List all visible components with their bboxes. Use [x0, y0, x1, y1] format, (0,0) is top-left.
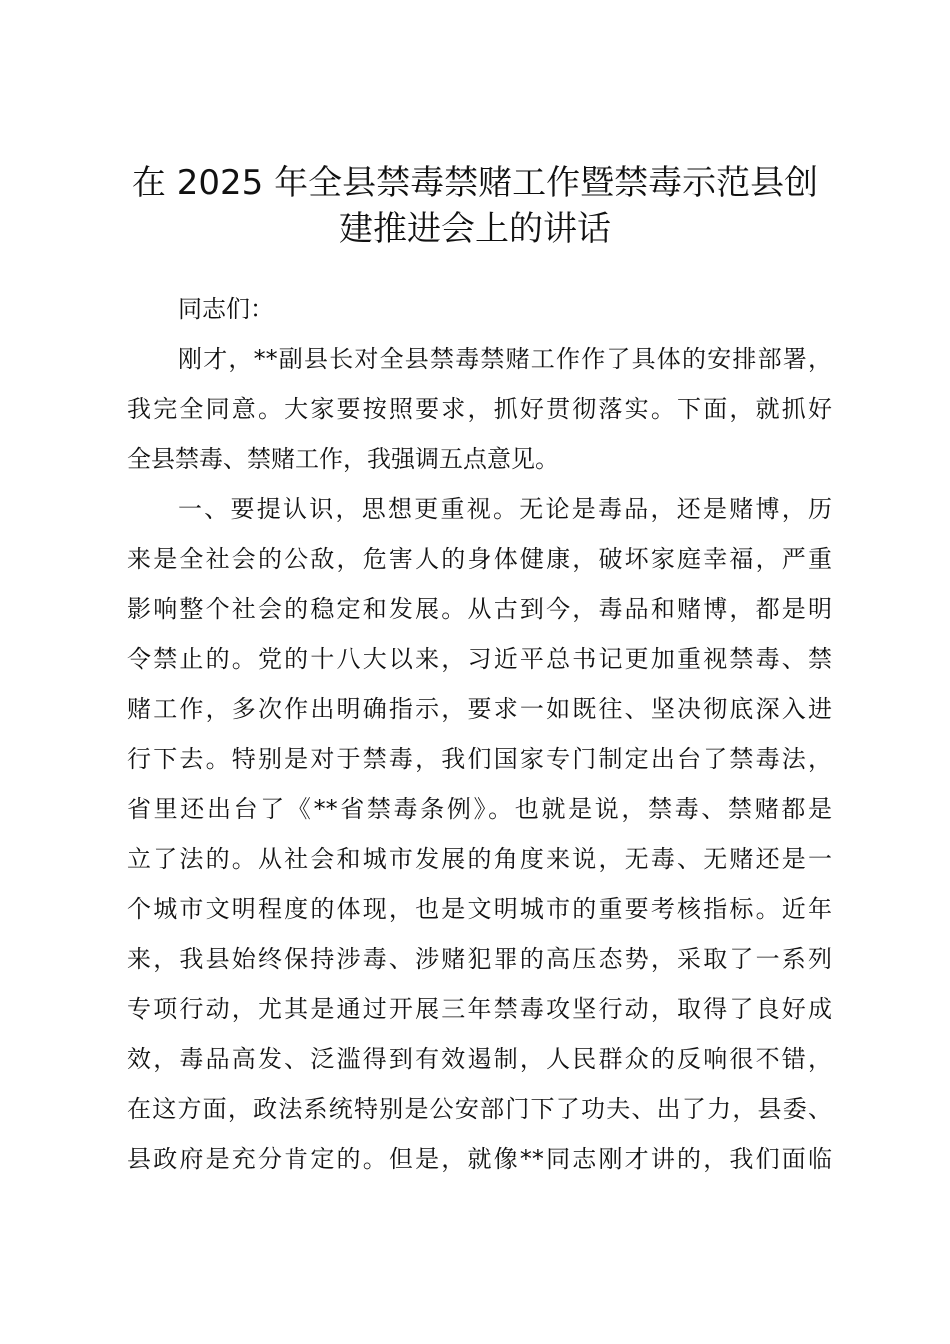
title-line-1: 在 2025 年全县禁毒禁赌工作暨禁毒示范县创 — [131, 163, 819, 203]
paragraph-2-line: 一、要提认识，思想更重视。无论是毒品，还是赌博，历 — [178, 495, 832, 523]
paragraph-2-line: 专项行动，尤其是通过开展三年禁毒攻坚行动，取得了良好成 — [127, 995, 832, 1023]
salutation: 同志们： — [178, 295, 274, 323]
paragraph-2-line: 赌工作，多次作出明确指示，要求一如既往、坚决彻底深入进 — [127, 695, 832, 723]
paragraph-1-line: 全县禁毒、禁赌工作，我强调五点意见。 — [127, 445, 559, 473]
paragraph-2-line: 来是全社会的公敌，危害人的身体健康，破坏家庭幸福，严重 — [127, 545, 832, 573]
document-title — [120, 160, 830, 252]
paragraph-2-line: 行下去。特别是对于禁毒，我们国家专门制定出台了禁毒法， — [127, 745, 832, 773]
paragraph-2-line: 立了法的。从社会和城市发展的角度来说，无毒、无赌还是一 — [127, 845, 832, 873]
paragraph-2-line: 个城市文明程度的体现，也是文明城市的重要考核指标。近年 — [127, 895, 832, 923]
paragraph-2-line: 来，我县始终保持涉毒、涉赌犯罪的高压态势，采取了一系列 — [127, 945, 832, 973]
paragraph-2-line: 效，毒品高发、泛滥得到有效遏制，人民群众的反响很不错， — [127, 1045, 832, 1073]
paragraph-1-line: 我完全同意。大家要按照要求，抓好贯彻落实。下面，就抓好 — [127, 395, 832, 423]
paragraph-2-line: 令禁止的。党的十八大以来，习近平总书记更加重视禁毒、禁 — [127, 645, 832, 673]
paragraph-1-line: 刚才，**副县长对全县禁毒禁赌工作作了具体的安排部署， — [178, 345, 832, 373]
document-body — [127, 284, 832, 1184]
paragraph-2-line: 影响整个社会的稳定和发展。从古到今，毒品和赌博，都是明 — [127, 595, 832, 623]
paragraph-2-line: 在这方面，政法系统特别是公安部门下了功夫、出了力，县委、 — [127, 1095, 832, 1123]
title-line-2: 建推进会上的讲话 — [339, 209, 611, 249]
paragraph-2-line: 省里还出台了《**省禁毒条例》。也就是说，禁毒、禁赌都是 — [127, 795, 832, 823]
paragraph-2-line: 县政府是充分肯定的。但是，就像**同志刚才讲的，我们面临 — [127, 1145, 832, 1173]
